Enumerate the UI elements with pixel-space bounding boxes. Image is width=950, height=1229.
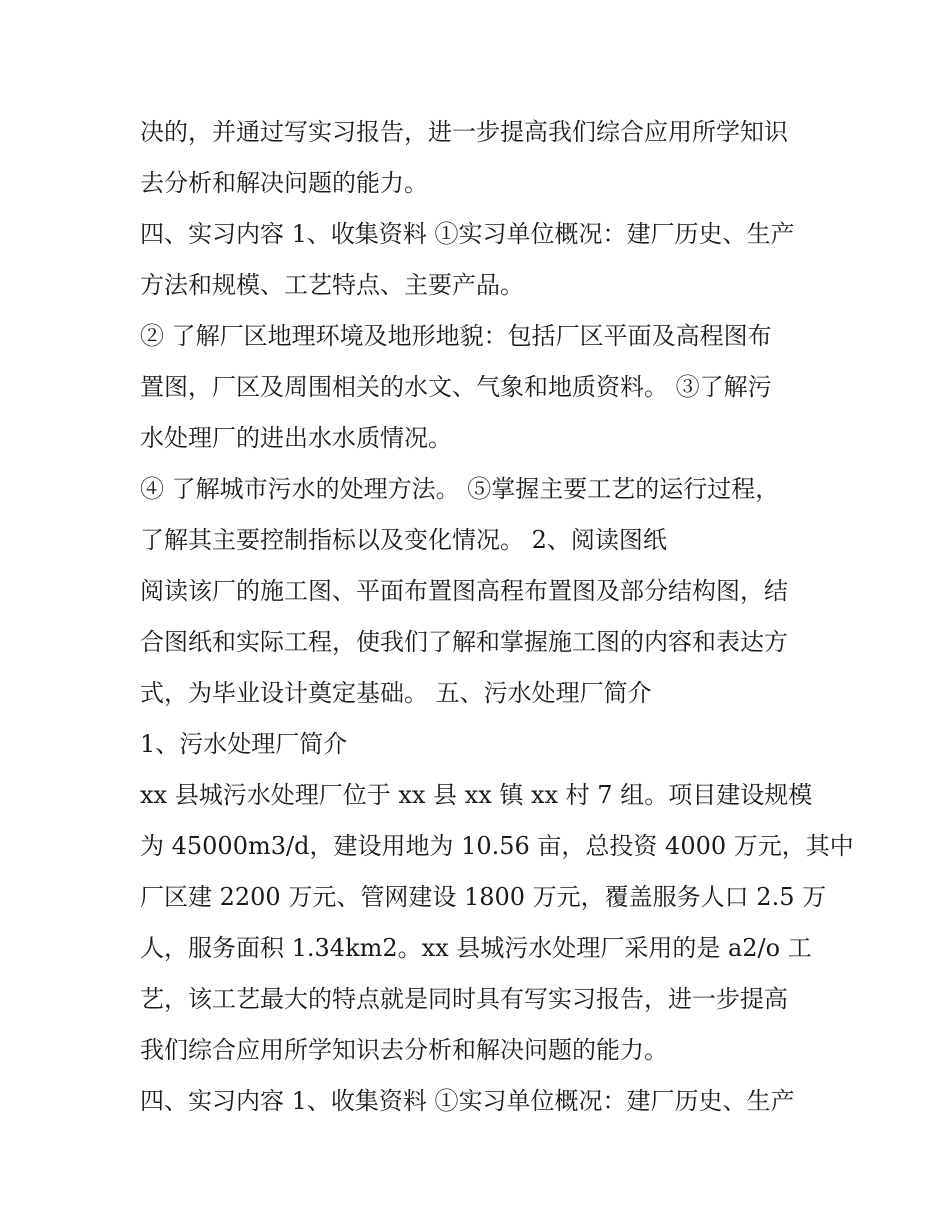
text-line: 水处理厂的进出水水质情况。 [140, 424, 452, 452]
text-line: ② 了解厂区地理环境及地形地貌：包括厂区平面及高程图布 [140, 322, 772, 350]
text-line: 决的，并通过写实习报告，进一步提高我们综合应用所学知识 [140, 118, 788, 146]
text-line: 厂区建 2200 万元、管网建设 1800 万元，覆盖服务人口 2.5 万 [140, 883, 827, 911]
text-line: 艺，该工艺最大的特点就是同时具有写实习报告，进一步提高 [140, 985, 788, 1013]
text-line: 了解其主要控制指标以及变化情况。 2、阅读图纸 [140, 526, 667, 554]
text-line: ④ 了解城市污水的处理方法。 ⑤掌握主要工艺的运行过程， [140, 475, 780, 503]
text-line: 人，服务面积 1.34km2。xx 县城污水处理厂采用的是 a2/o 工 [140, 934, 812, 962]
text-line: 我们综合应用所学知识去分析和解决问题的能力。 [140, 1036, 668, 1064]
text-line: 方法和规模、工艺特点、主要产品。 [140, 271, 524, 299]
text-line: 去分析和解决问题的能力。 [140, 169, 428, 197]
document-body [140, 107, 854, 1127]
text-line: 阅读该厂的施工图、平面布置图高程布置图及部分结构图，结 [140, 577, 788, 605]
text-line: 合图纸和实际工程，使我们了解和掌握施工图的内容和表达方 [140, 628, 788, 656]
text-line: 置图，厂区及周围相关的水文、气象和地质资料。 ③了解污 [140, 373, 772, 401]
text-line: 为 45000m3/d，建设用地为 10.56 亩，总投资 4000 万元，其中 [140, 832, 854, 860]
text-line: 式，为毕业设计奠定基础。 五、污水处理厂简介 [140, 679, 652, 707]
text-line: 四、实习内容 1、收集资料 ①实习单位概况：建厂历史、生产 [140, 220, 795, 248]
text-line: xx 县城污水处理厂位于 xx 县 xx 镇 xx 村 7 组。项目建设规模 [140, 781, 813, 809]
text-line: 四、实习内容 1、收集资料 ①实习单位概况：建厂历史、生产 [140, 1087, 795, 1115]
text-line: 1、污水处理厂简介 [140, 730, 348, 758]
